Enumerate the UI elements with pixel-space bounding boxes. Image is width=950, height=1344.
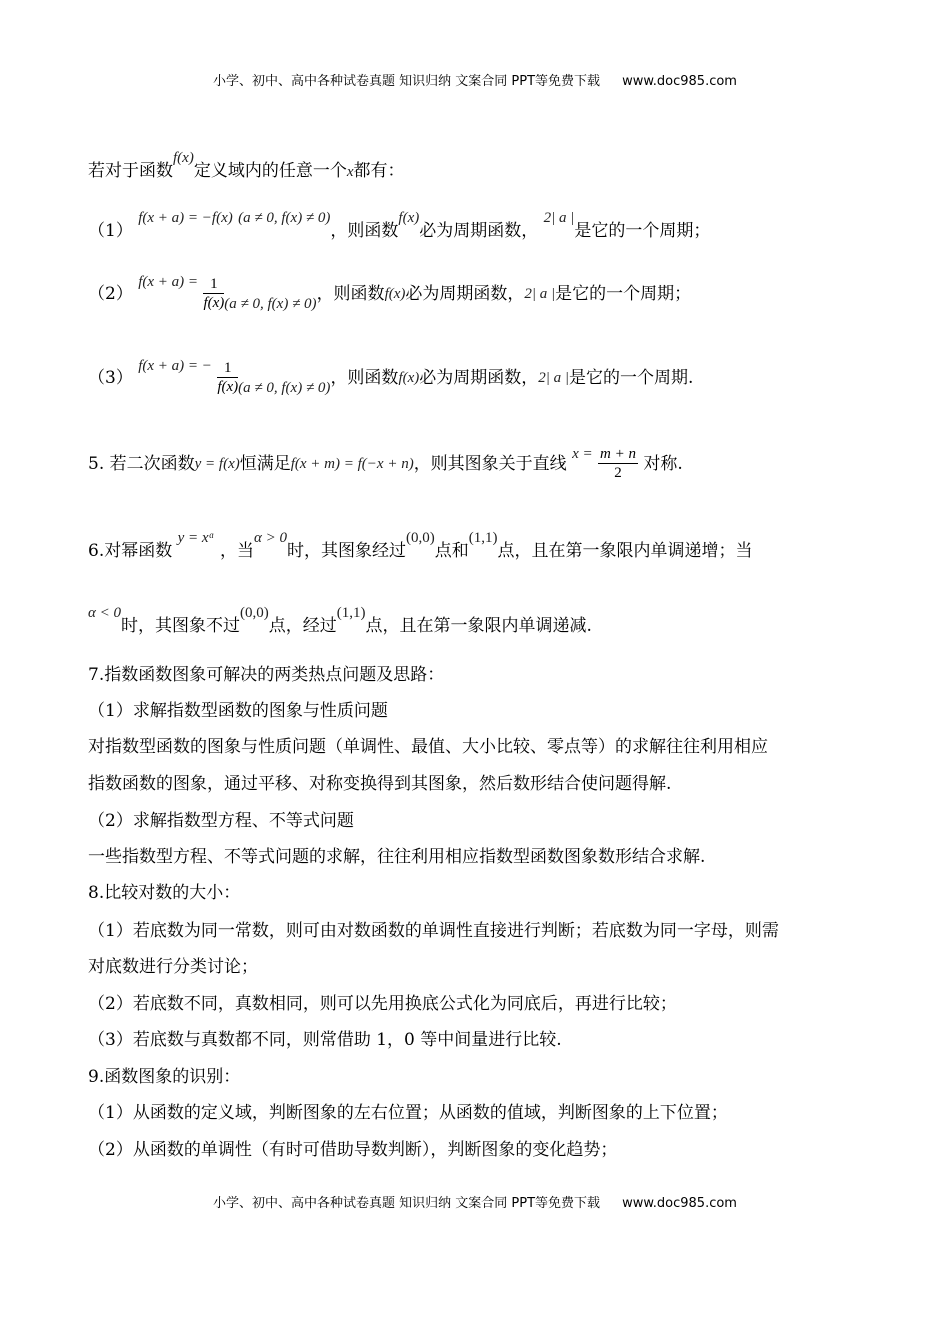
s5-text2: 恒满足 bbox=[239, 454, 291, 474]
intro-var: x bbox=[346, 164, 354, 180]
item-2 bbox=[88, 276, 691, 312]
item-3-text3: 是它的一个周期. bbox=[569, 368, 694, 388]
section-6-line-1 bbox=[88, 530, 753, 563]
item-1-text2: 必为周期函数， bbox=[419, 221, 539, 241]
header-text: 小学、初中、高中各种试卷真题 知识归纳 文案合同 PPT等免费下载 bbox=[213, 74, 601, 89]
page-header bbox=[0, 70, 950, 89]
item-2-fx: f(x) bbox=[384, 286, 406, 302]
s5-frac-num: m + n bbox=[600, 446, 636, 462]
item-2-text2: 必为周期函数， bbox=[405, 284, 525, 304]
item-2-period: 2| a | bbox=[524, 286, 556, 302]
intro-suffix: 都有： bbox=[353, 161, 405, 181]
s5-frac-den: 2 bbox=[614, 465, 622, 481]
s6-point-4: (1,1) bbox=[336, 605, 366, 621]
item-2-text1: ，则函数 bbox=[316, 284, 385, 304]
line-9-2: （2）从函数的单调性（有时可借助导数判断），判断图象的变化趋势； bbox=[88, 1140, 618, 1160]
s5-text1: 5. 若二次函数 bbox=[88, 454, 195, 474]
s6-condition-1: α > 0 bbox=[253, 530, 287, 546]
s6-point-2: (1,1) bbox=[468, 530, 498, 546]
item-2-frac-den: f(x) bbox=[203, 295, 225, 311]
intro-line bbox=[88, 150, 405, 183]
item-1-equation: f(x + a) = −f(x) bbox=[138, 210, 233, 226]
line-7-5: 一些指数型方程、不等式问题的求解，往往利用相应指数型函数图象数形结合求解. bbox=[88, 847, 706, 867]
s5-text3: ，则其图象关于直线 bbox=[413, 454, 567, 474]
s6-text2: ，当 bbox=[219, 541, 254, 561]
s6-text5: 点，且在第一象限内单调递增；当 bbox=[497, 541, 753, 561]
item-3-number: （3） bbox=[88, 368, 133, 388]
item-1 bbox=[88, 210, 711, 243]
item-1-number: （1） bbox=[88, 221, 133, 241]
item-1-fx: f(x) bbox=[398, 210, 420, 226]
item-3-fraction bbox=[217, 360, 238, 396]
s5-equation-2: f(x + m) = f(−x + n) bbox=[290, 456, 414, 472]
s6-text7: 点，经过 bbox=[268, 616, 337, 636]
line-8-3: （2）若底数不同，真数相同，则可以先用换底公式化为同底后，再进行比较； bbox=[88, 994, 677, 1014]
s6-point-1: (0,0) bbox=[405, 530, 435, 546]
line-7-heading: 7.指数函数图象可解决的两类热点问题及思路： bbox=[88, 665, 445, 685]
item-2-condition: (a ≠ 0, f(x) ≠ 0) bbox=[224, 296, 317, 312]
item-3-period: 2| a | bbox=[538, 370, 570, 386]
item-1-period: 2| a | bbox=[543, 210, 575, 226]
header-site-link[interactable]: www.doc985.com bbox=[622, 74, 737, 89]
line-9-1: （1）从函数的定义域，判断图象的左右位置；从函数的值域，判断图象的上下位置； bbox=[88, 1103, 728, 1123]
section-6-line-2 bbox=[88, 605, 592, 638]
item-3-frac-den: f(x) bbox=[217, 379, 239, 395]
s6-text4: 点和 bbox=[434, 541, 469, 561]
line-7-4: （2）求解指数型方程、不等式问题 bbox=[88, 811, 354, 831]
s6-condition-2: α < 0 bbox=[88, 605, 121, 621]
intro-prefix: 若对于函数 bbox=[88, 161, 173, 181]
footer-text: 小学、初中、高中各种试卷真题 知识归纳 文案合同 PPT等免费下载 bbox=[213, 1196, 601, 1211]
s6-point-3: (0,0) bbox=[240, 605, 269, 621]
item-3-frac-num: 1 bbox=[223, 360, 232, 376]
s5-fraction bbox=[598, 446, 638, 482]
s5-text4: 对称. bbox=[643, 454, 683, 474]
s6-equation: y = xᵅ bbox=[177, 530, 215, 546]
item-2-text3: 是它的一个周期； bbox=[555, 284, 692, 304]
footer-site-link[interactable]: www.doc985.com bbox=[622, 1196, 737, 1211]
item-3-condition: (a ≠ 0, f(x) ≠ 0) bbox=[238, 380, 331, 396]
section-5 bbox=[88, 446, 683, 482]
item-1-text3: 是它的一个周期； bbox=[574, 221, 711, 241]
line-8-2: 对底数进行分类讨论； bbox=[88, 957, 258, 977]
line-7-3: 指数函数的图象，通过平移、对称变换得到其图象，然后数形结合使问题得解. bbox=[88, 774, 672, 794]
s6-text3: 时，其图象经过 bbox=[286, 541, 406, 561]
line-8-heading: 8.比较对数的大小： bbox=[88, 883, 241, 903]
s6-text6: 时，其图象不过 bbox=[121, 616, 240, 636]
item-3-text2: 必为周期函数， bbox=[419, 368, 539, 388]
item-1-condition: (a ≠ 0, f(x) ≠ 0) bbox=[238, 210, 331, 226]
item-2-equation: f(x + a) = bbox=[138, 274, 199, 290]
line-7-1: （1）求解指数型函数的图象与性质问题 bbox=[88, 701, 388, 721]
s6-text8: 点，且在第一象限内单调递减. bbox=[365, 616, 592, 636]
intro-mid: 定义域内的任意一个 bbox=[193, 161, 347, 181]
line-8-4: （3）若底数与真数都不同，则常借助 1，0 等中间量进行比较. bbox=[88, 1030, 562, 1050]
item-1-text1: ，则函数 bbox=[330, 221, 399, 241]
s5-equation-3: x = bbox=[572, 446, 593, 462]
item-3-equation: f(x + a) = − bbox=[138, 358, 212, 374]
item-3-text1: ，则函数 bbox=[330, 368, 399, 388]
s5-equation-1: y = f(x) bbox=[194, 456, 240, 472]
intro-fx: f(x) bbox=[173, 150, 194, 166]
line-8-1: （1）若底数为同一常数，则可由对数函数的单调性直接进行判断；若底数为同一字母，则需 bbox=[88, 921, 779, 941]
item-3 bbox=[88, 360, 693, 396]
item-2-number: （2） bbox=[88, 284, 133, 304]
item-2-fraction bbox=[203, 276, 224, 312]
page-footer bbox=[0, 1192, 950, 1211]
item-2-frac-num: 1 bbox=[210, 276, 218, 292]
item-3-fx: f(x) bbox=[398, 370, 420, 386]
line-9-heading: 9.函数图象的识别： bbox=[88, 1067, 241, 1087]
line-7-2: 对指数型函数的图象与性质问题（单调性、最值、大小比较、零点等）的求解往往利用相应 bbox=[88, 737, 768, 757]
s6-text1: 6.对幂函数 bbox=[88, 541, 173, 561]
